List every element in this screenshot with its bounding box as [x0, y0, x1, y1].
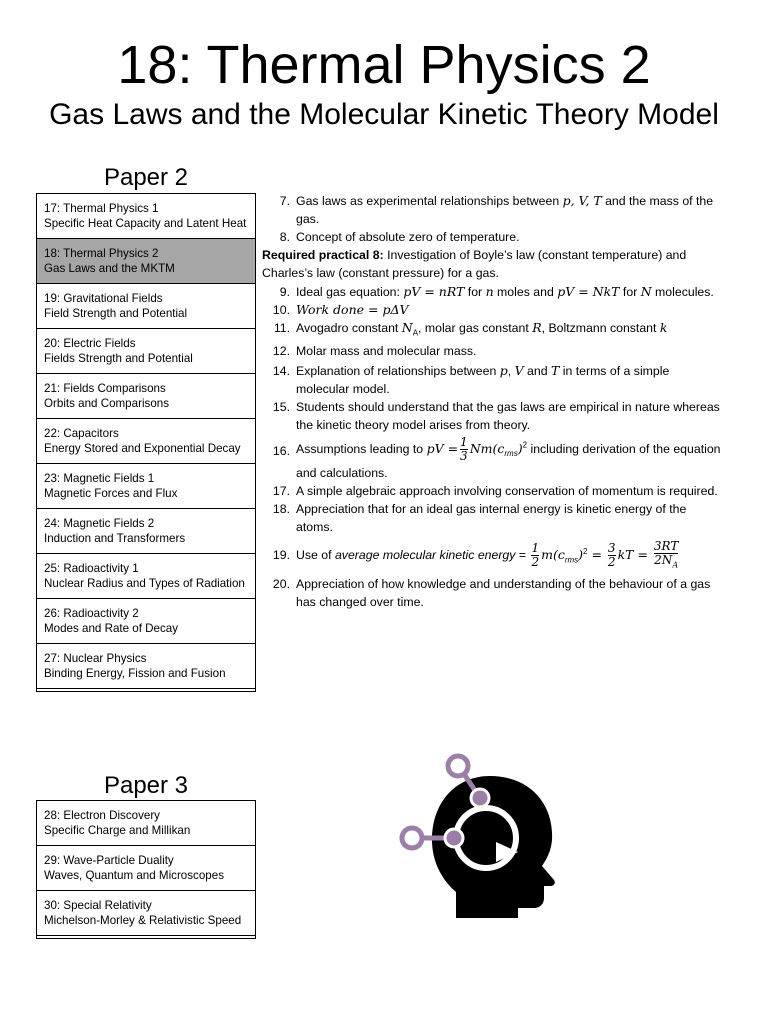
spec-item-12: 12. Molar mass and molecular mass. [272, 344, 477, 359]
topic-subtitle: Binding Energy, Fission and Fusion [44, 667, 226, 680]
topic-title: 25: Radioactivity 1 [44, 562, 139, 575]
topic-title: 28: Electron Discovery [44, 809, 160, 822]
spec-item-17: 17. A simple algebraic approach involving conservation of momentum is required. [272, 483, 718, 498]
topic-title: 18: Thermal Physics 2 [44, 247, 159, 260]
head-network-icon [392, 752, 562, 918]
topic-title: 19: Gravitational Fields [44, 292, 163, 305]
topic-subtitle: Modes and Rate of Decay [44, 622, 179, 635]
topic-subtitle: Field Strength and Potential [44, 307, 188, 320]
topic-subtitle: Gas Laws and the MKTM [44, 262, 175, 275]
topic-title: 29: Wave-Particle Duality [44, 854, 174, 867]
topic-title: 30: Special Relativity [44, 899, 152, 912]
spec-item-9: 9. Ideal gas equation: pV = nRT for n moles and pV = NkT for N molecules. [279, 284, 714, 299]
paper-2-topic-10[interactable] [37, 644, 255, 689]
topic-subtitle: Nuclear Radius and Types of Radiation [44, 577, 245, 590]
topic-subtitle: Waves, Quantum and Microscopes [44, 869, 224, 882]
topic-title: 24: Magnetic Fields 2 [44, 517, 155, 530]
spec-item-10: 10. Work done = pΔV [272, 302, 409, 317]
topic-subtitle: Fields Strength and Potential [44, 352, 193, 365]
spec-item-18: 18. Appreciation that for an ideal gas internal energy is kinetic energy of the atoms. [272, 501, 687, 534]
paper-2-topic-3[interactable] [37, 329, 255, 374]
topic-subtitle: Magnetic Forces and Flux [44, 487, 178, 500]
topic-title: 21: Fields Comparisons [44, 382, 166, 395]
spec-item-8: 8. Concept of absolute zero of temperature. [279, 230, 520, 244]
fraction-3rt-over-2na: $\frac{3RT}{2N_A}$ [653, 538, 679, 570]
paper-3-topic-1[interactable] [37, 846, 255, 891]
paper-2-topic-5[interactable] [37, 419, 255, 464]
paper-2-topic-list [36, 193, 256, 692]
network-node-top [448, 756, 468, 776]
page-subtitle: Gas Laws and the Molecular Kinetic Theory Model [49, 98, 719, 131]
topic-title: 17: Thermal Physics 1 [44, 202, 159, 215]
topic-title: 27: Nuclear Physics [44, 652, 147, 665]
topic-title: 20: Electric Fields [44, 337, 136, 350]
topic-subtitle: Specific Charge and Millikan [44, 824, 191, 837]
topic-subtitle: Energy Stored and Exponential Decay [44, 442, 241, 455]
spec-item-20: 20. Appreciation of how knowledge and understanding of the behaviour of a gas has changed over time. [272, 577, 711, 610]
spec-item-15: 15. Students should understand that the gas laws are empirical in nature whereas the kinetic theory model arises from theory. [272, 400, 720, 433]
fraction-three-halves: $\frac{3}{2}$ [607, 540, 616, 569]
spec-item-14: 14. Explanation of relationships between p, V and T in terms of a simple molecular model. [272, 363, 670, 397]
paper-2-list-end [37, 689, 255, 691]
topic-subtitle: Michelson-Morley & Relativistic Speed [44, 914, 242, 927]
paper-2-topic-7[interactable] [37, 509, 255, 554]
paper-2-topic-4[interactable] [37, 374, 255, 419]
spec-item-19: 19. Use of average molecular kinetic energy = $\frac{1}{2}$ $m(c_{rms})^2$ = $\frac{3}{2}$ kT = $\frac{3RT}{2N_A}$ [272, 538, 679, 570]
spec-item-11: 11. Avogadro constant $N_A$, molar gas constant R, Boltzmann constant k [273, 320, 668, 338]
head-network-icon-svg [392, 752, 562, 918]
topic-title: 26: Radioactivity 2 [44, 607, 139, 620]
spec-item-16: 16. Assumptions leading to pV = $\frac{1}{3}$ $Nm(c_{rms})^2$ including derivation of the equation and calculations. [272, 435, 721, 480]
paper-3-topic-2[interactable] [37, 891, 255, 936]
paper-2-topic-1[interactable] [37, 239, 255, 284]
required-practical: Required practical 8: Investigation of Boyle’s law (constant temperature) and Charles’s law (constant pressure) for a gas. [262, 248, 687, 280]
paper-3-topic-0[interactable] [37, 801, 255, 846]
topic-subtitle: Induction and Transformers [44, 532, 186, 545]
page-title: 18: Thermal Physics 2 [117, 35, 651, 95]
topic-subtitle: Orbits and Comparisons [44, 397, 170, 410]
specification-content [262, 192, 722, 611]
paper-2-heading: Paper 2 [103, 164, 189, 191]
network-node-left [402, 828, 422, 848]
paper-3-topic-list [36, 800, 256, 939]
fraction-one-half: $\frac{1}{2}$ [531, 540, 540, 569]
paper-2-topic-2[interactable] [37, 284, 255, 329]
topic-title: 23: Magnetic Fields 1 [44, 472, 155, 485]
paper-3-heading: Paper 3 [103, 772, 189, 799]
paper-3-list-end [37, 936, 255, 938]
paper-2-topic-0[interactable] [37, 194, 255, 239]
paper-2-topic-9[interactable] [37, 599, 255, 644]
topic-title: 22: Capacitors [44, 427, 119, 440]
topic-subtitle: Specific Heat Capacity and Latent Heat [44, 217, 247, 230]
fraction-one-third: $\frac{1}{3}$ [460, 435, 468, 464]
paper-2-topic-8[interactable] [37, 554, 255, 599]
spec-item-7: 7. Gas laws as experimental relationships between p, V, T and the mass of the gas. [279, 193, 714, 226]
paper-2-topic-6[interactable] [37, 464, 255, 509]
network-node-inner-left [445, 829, 463, 847]
network-node-inner-top [471, 789, 489, 807]
